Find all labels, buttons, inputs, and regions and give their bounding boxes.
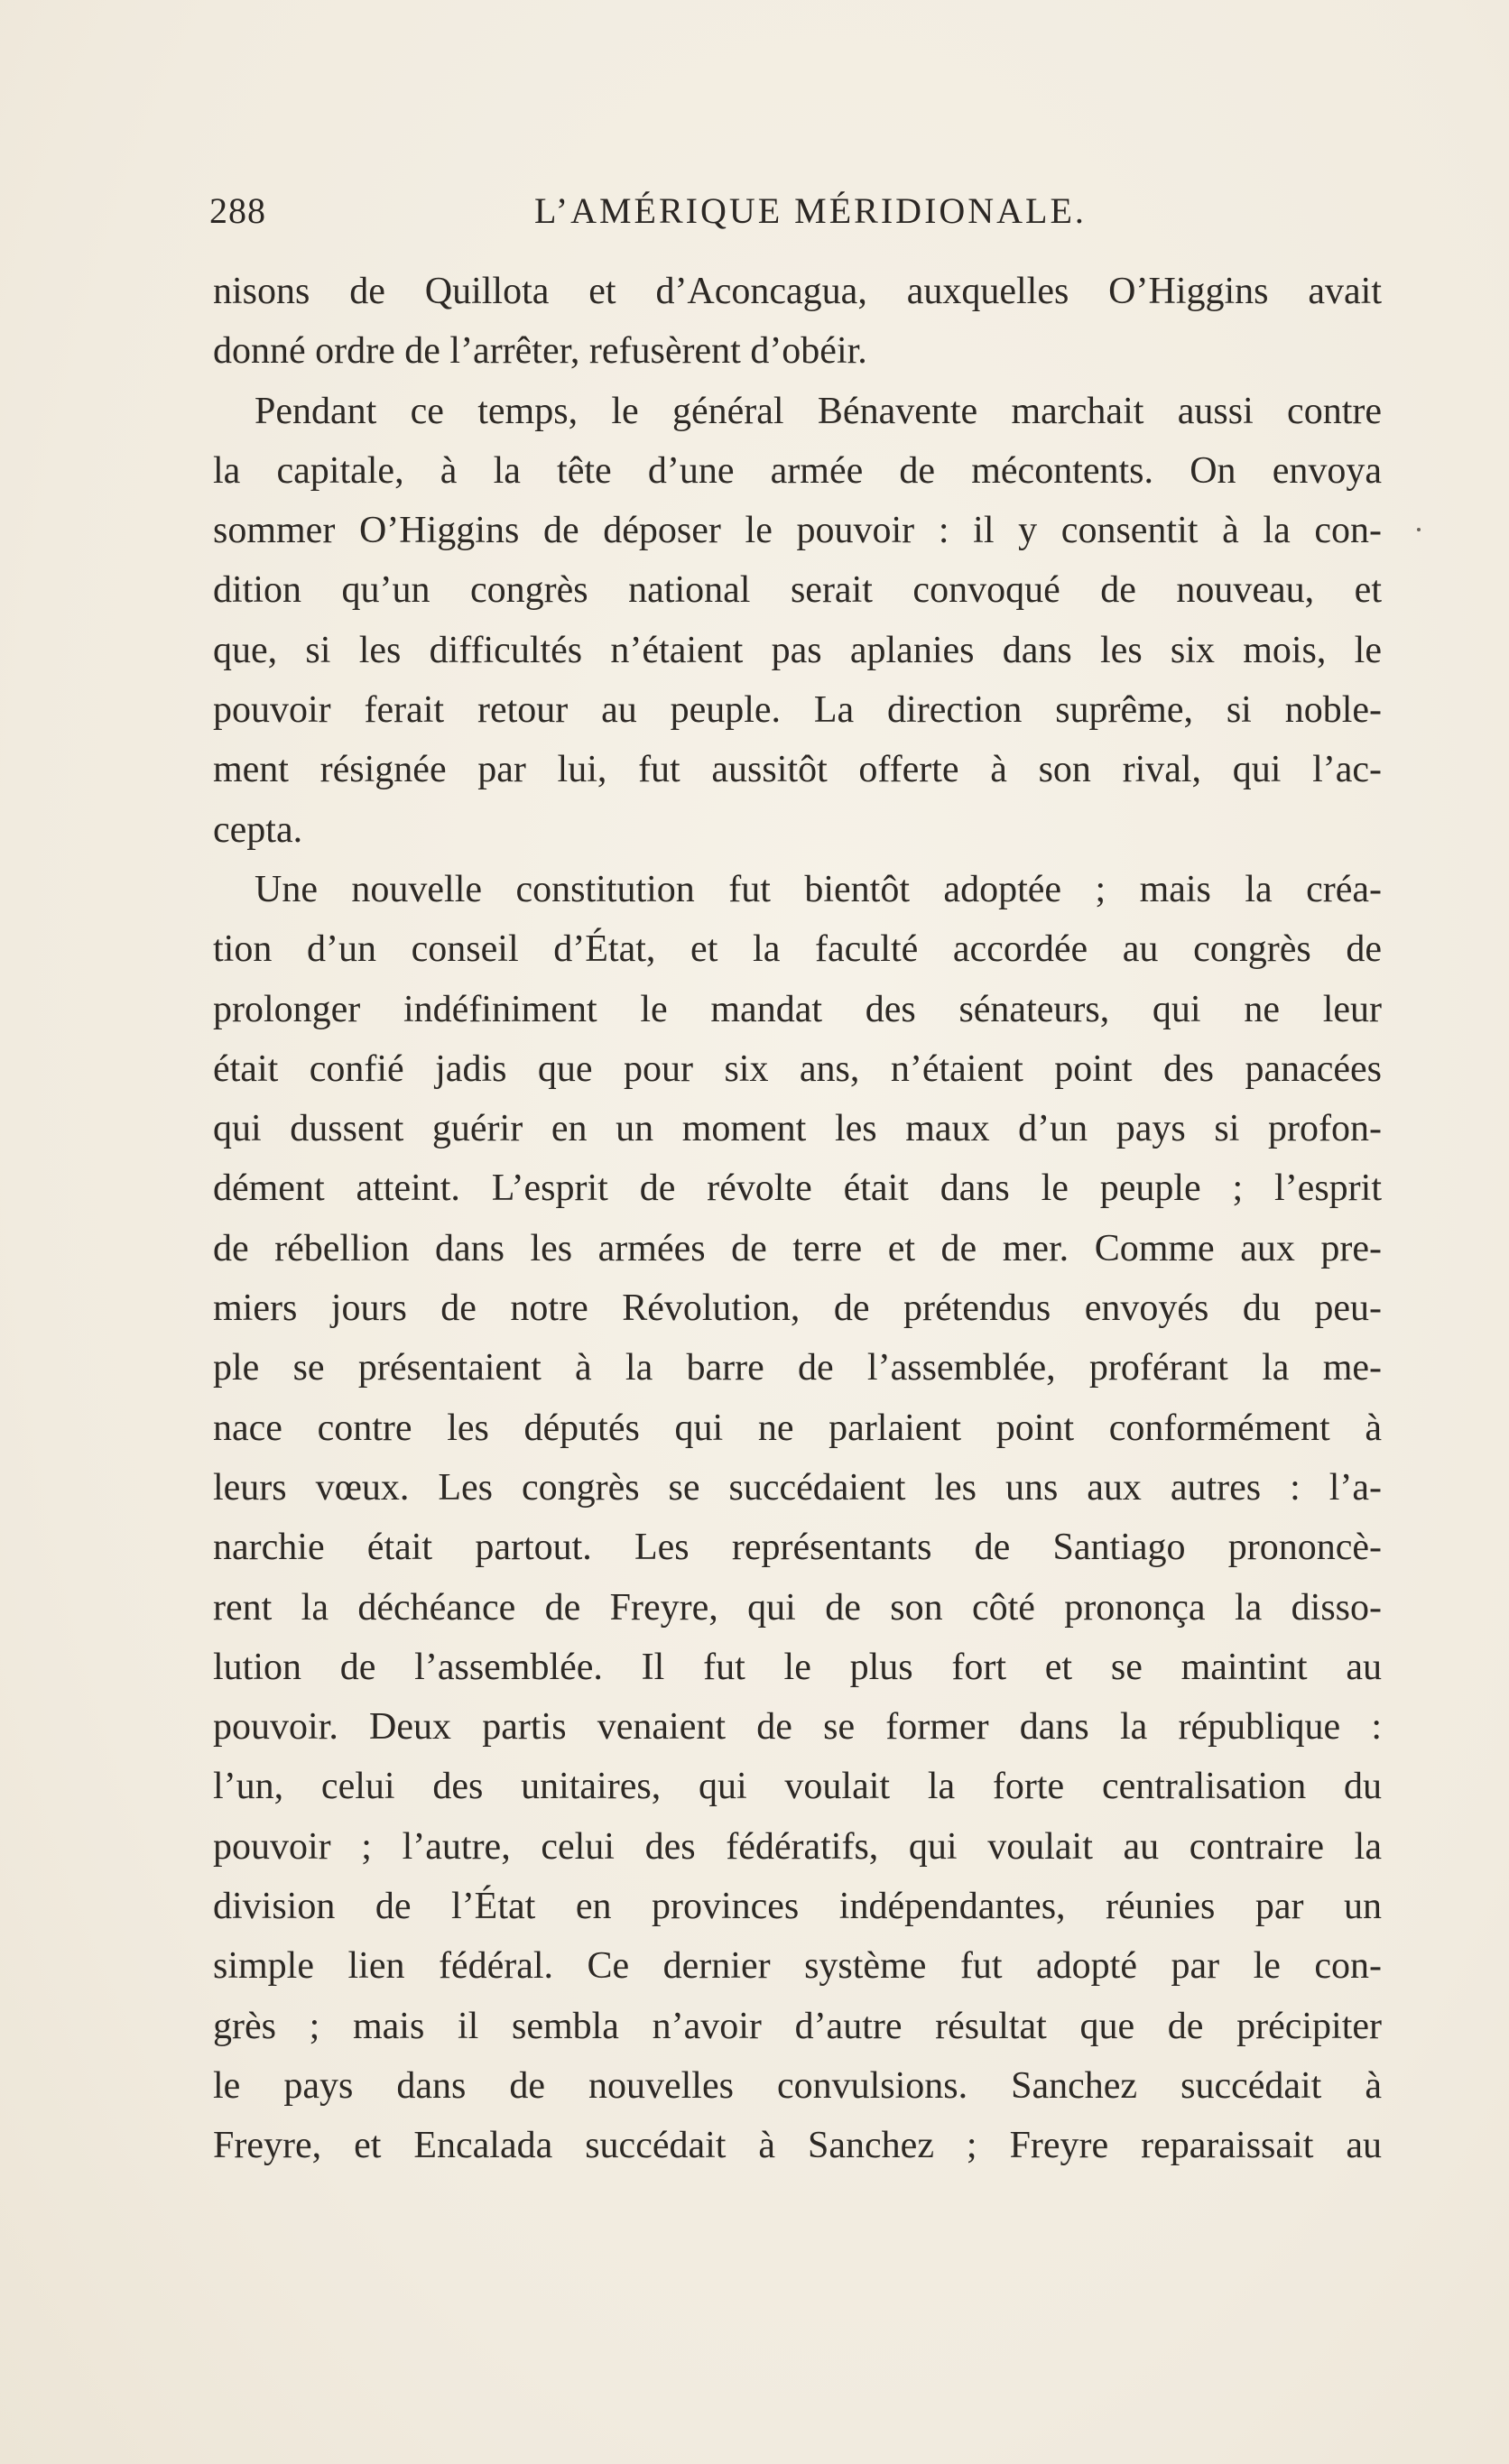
- text-line: cepta.: [213, 808, 303, 851]
- text-line: pouvoir. Deux partis venaient de se former dans la république :: [213, 1706, 1382, 1749]
- text-line: Une nouvelle constitution fut bientôt adoptée ; mais la créa-: [255, 868, 1382, 910]
- text-line: l’un, celui des unitaires, qui voulait la forte centralisation du: [213, 1766, 1382, 1808]
- text-line: était confié jadis que pour six ans, n’étaient point des panacées: [213, 1047, 1382, 1090]
- text-line: Freyre, et Encalada succédait à Sanchez ; Freyre reparaissait au: [213, 2125, 1382, 2167]
- text-line: nace contre les députés qui ne parlaient point conformément à: [213, 1407, 1382, 1449]
- text-line: division de l’État en provinces indépendantes, réunies par un: [213, 1886, 1382, 1928]
- text-line: miers jours de notre Révolution, de prétendus envoyés du peu-: [213, 1287, 1382, 1330]
- text-line: rent la déchéance de Freyre, qui de son côté prononça la disso-: [213, 1586, 1382, 1629]
- text-line: Pendant ce temps, le général Bénavente marchait aussi contre: [255, 390, 1382, 432]
- text-line: prolonger indéfiniment le mandat des sénateurs, qui ne leur: [213, 988, 1382, 1030]
- text-line: dément atteint. L’esprit de révolte était dans le peuple ; l’esprit: [213, 1167, 1382, 1210]
- text-line: que, si les difficultés n’étaient pas aplanies dans les six mois, le: [213, 629, 1382, 671]
- running-head: L’AMÉRIQUE MÉRIDIONALE.: [534, 190, 1087, 231]
- text-line: dition qu’un congrès national serait convoqué de nouveau, et: [213, 569, 1382, 612]
- text-line: ple se présentaient à la barre de l’assemblée, proférant la me-: [213, 1347, 1382, 1389]
- text-line: lution de l’assemblée. Il fut le plus fort et se maintint au: [213, 1646, 1382, 1688]
- text-line: tion d’un conseil d’État, et la faculté accordée au congrès de: [213, 928, 1382, 971]
- text-line: donné ordre de l’arrêter, refusèrent d’obéir.: [213, 330, 867, 373]
- text-line: nisons de Quillota et d’Aconcagua, auxquelles O’Higgins avait: [213, 271, 1382, 312]
- page-header: [209, 189, 1383, 244]
- text-line: simple lien fédéral. Ce dernier système fut adopté par le con-: [213, 1945, 1382, 1988]
- text-line: ment résignée par lui, fut aussitôt offerte à son rival, qui l’ac-: [213, 749, 1382, 791]
- text-line: narchie était partout. Les représentants de Santiago prononcè-: [213, 1527, 1382, 1569]
- page-number: 288: [209, 190, 266, 231]
- text-line: de rébellion dans les armées de terre et de mer. Comme aux pre-: [213, 1227, 1382, 1269]
- text-line: sommer O’Higgins de déposer le pouvoir : il y consentit à la con-: [213, 510, 1382, 552]
- text-line: qui dussent guérir en un moment les maux d’un pays si profon-: [213, 1108, 1382, 1150]
- text-line: la capitale, à la tête d’une armée de mécontents. On envoya: [213, 449, 1382, 492]
- body-text: [213, 262, 1382, 2176]
- text-line: le pays dans de nouvelles convulsions. Sanchez succédait à: [213, 2064, 1382, 2107]
- text-line: grès ; mais il sembla n’avoir d’autre résultat que de précipiter: [213, 2005, 1382, 2047]
- text-line: pouvoir ferait retour au peuple. La direction suprême, si noble-: [213, 689, 1382, 732]
- text-line: leurs vœux. Les congrès se succédaient les uns aux autres : l’a-: [213, 1466, 1382, 1509]
- text-line: pouvoir ; l’autre, celui des fédératifs, qui voulait au contraire la: [213, 1825, 1382, 1868]
- paper-speck: [1417, 528, 1421, 531]
